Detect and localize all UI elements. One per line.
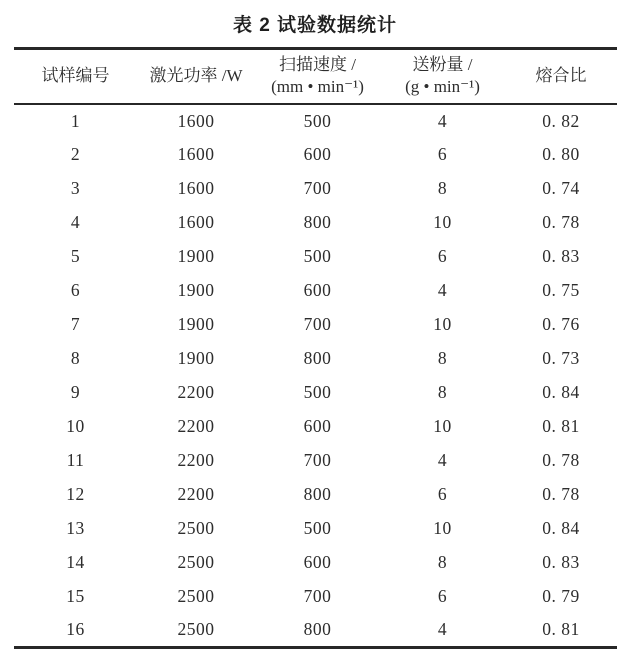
table-row: [14, 206, 617, 240]
table-cell: 12: [66, 484, 85, 504]
table-cell: 6: [437, 144, 448, 164]
table-cell: 800: [303, 619, 332, 640]
table-cell: 14: [66, 552, 85, 572]
table-cell: 4: [437, 619, 448, 640]
table-cell: 1: [70, 110, 81, 131]
table-body: [14, 104, 617, 648]
table-cell: 1600: [177, 212, 215, 232]
table-cell: 10: [433, 314, 452, 334]
table-cell: 1600: [177, 178, 215, 198]
table-row: [14, 478, 617, 512]
table-cell: 4: [70, 212, 81, 232]
table-cell: 1600: [177, 110, 215, 131]
table-row: [14, 104, 617, 138]
table-cell: 2200: [177, 382, 215, 402]
table-cell: 0. 78: [542, 450, 580, 470]
table-cell: 0. 76: [542, 314, 580, 334]
column-header-sample-no: [14, 49, 137, 104]
table-cell: 700: [303, 178, 332, 198]
table-header: [14, 49, 617, 104]
table-cell: 6: [437, 246, 448, 266]
header-row: [14, 49, 617, 104]
table-cell: 13: [66, 518, 85, 538]
table-cell: 1900: [177, 246, 215, 266]
table-row: [14, 342, 617, 376]
table-cell: 4: [437, 450, 448, 470]
column-header-laser-power: [137, 49, 255, 104]
table-row: [14, 410, 617, 444]
table-cell: 0. 82: [542, 110, 580, 131]
table-cell: 1600: [177, 144, 215, 164]
table-cell: 10: [433, 416, 452, 436]
table-cell: 600: [303, 552, 332, 572]
table-cell: 4: [437, 110, 448, 131]
table-cell: 0. 81: [542, 619, 580, 640]
column-header-label: 送粉量 /: [412, 54, 473, 74]
table-row: [14, 308, 617, 342]
table-cell: 800: [303, 212, 332, 232]
table-cell: 0. 74: [542, 178, 580, 198]
table-cell: 800: [303, 348, 332, 368]
table-cell: 8: [437, 178, 448, 198]
table-cell: 3: [70, 178, 81, 198]
table-cell: 5: [70, 246, 81, 266]
column-header-label: 熔合比: [535, 66, 587, 86]
column-header-scan-speed: [255, 49, 380, 104]
table-row: [14, 580, 617, 614]
table-cell: 0. 73: [542, 348, 580, 368]
table-row: [14, 512, 617, 546]
table-cell: 600: [303, 416, 332, 436]
table-cell: 0. 78: [542, 484, 580, 504]
column-header-powder-feed: [380, 49, 505, 104]
table-cell: 500: [303, 110, 332, 131]
table-cell: 6: [70, 280, 81, 300]
table-cell: 0. 78: [542, 212, 580, 232]
table-cell: 2500: [177, 552, 215, 572]
table-cell: 8: [437, 382, 448, 402]
table-row: [14, 614, 617, 648]
table-cell: 7: [70, 314, 81, 334]
table-cell: 500: [303, 518, 332, 538]
table-row: [14, 172, 617, 206]
table-row: [14, 444, 617, 478]
table-row: [14, 274, 617, 308]
table-cell: 4: [437, 280, 448, 300]
table-row: [14, 138, 617, 172]
table-cell: 1900: [177, 314, 215, 334]
column-header-unit: (g • min⁻¹): [405, 77, 480, 97]
table-row: [14, 240, 617, 274]
column-header-label: 扫描速度 /: [279, 54, 356, 74]
table-cell: 2500: [177, 518, 215, 538]
table-cell: 1900: [177, 280, 215, 300]
table-cell: 15: [66, 586, 85, 606]
table-cell: 700: [303, 450, 332, 470]
table-cell: 500: [303, 382, 332, 402]
table-cell: 8: [437, 348, 448, 368]
table-cell: 600: [303, 280, 332, 300]
table-cell: 2200: [177, 450, 215, 470]
table-cell: 0. 84: [542, 382, 580, 402]
column-header-label: 试样编号: [41, 66, 110, 86]
table-cell: 16: [66, 619, 85, 640]
table-cell: 6: [437, 586, 448, 606]
table-cell: 0. 84: [542, 518, 580, 538]
table-row: [14, 376, 617, 410]
table-cell: 8: [437, 552, 448, 572]
column-header-unit: (mm • min⁻¹): [271, 77, 364, 97]
table-cell: 6: [437, 484, 448, 504]
data-table: [14, 47, 617, 649]
table-cell: 8: [70, 348, 81, 368]
table-cell: 0. 83: [542, 552, 580, 572]
table-cell: 0. 80: [542, 144, 580, 164]
table-cell: 500: [303, 246, 332, 266]
table-cell: 11: [66, 450, 85, 470]
column-header-label: 激光功率 /W: [149, 66, 243, 86]
table-title: 表 2 试验数据统计: [232, 15, 398, 36]
table-cell: 10: [433, 212, 452, 232]
table-cell: 0. 83: [542, 246, 580, 266]
table-row: [14, 546, 617, 580]
table-cell: 2500: [177, 586, 215, 606]
table-cell: 700: [303, 586, 332, 606]
table-cell: 10: [66, 416, 85, 436]
column-header-fusion-ratio: [505, 49, 617, 104]
table-cell: 2: [70, 144, 81, 164]
table-cell: 1900: [177, 348, 215, 368]
table-cell: 0. 75: [542, 280, 580, 300]
table-cell: 2200: [177, 416, 215, 436]
table-cell: 10: [433, 518, 452, 538]
table-cell: 0. 81: [542, 416, 580, 436]
table-cell: 0. 79: [542, 586, 580, 606]
table-cell: 2500: [177, 619, 215, 640]
table-cell: 700: [303, 314, 332, 334]
table-cell: 9: [70, 382, 81, 402]
table-cell: 800: [303, 484, 332, 504]
table-cell: 600: [303, 144, 332, 164]
table-cell: 2200: [177, 484, 215, 504]
